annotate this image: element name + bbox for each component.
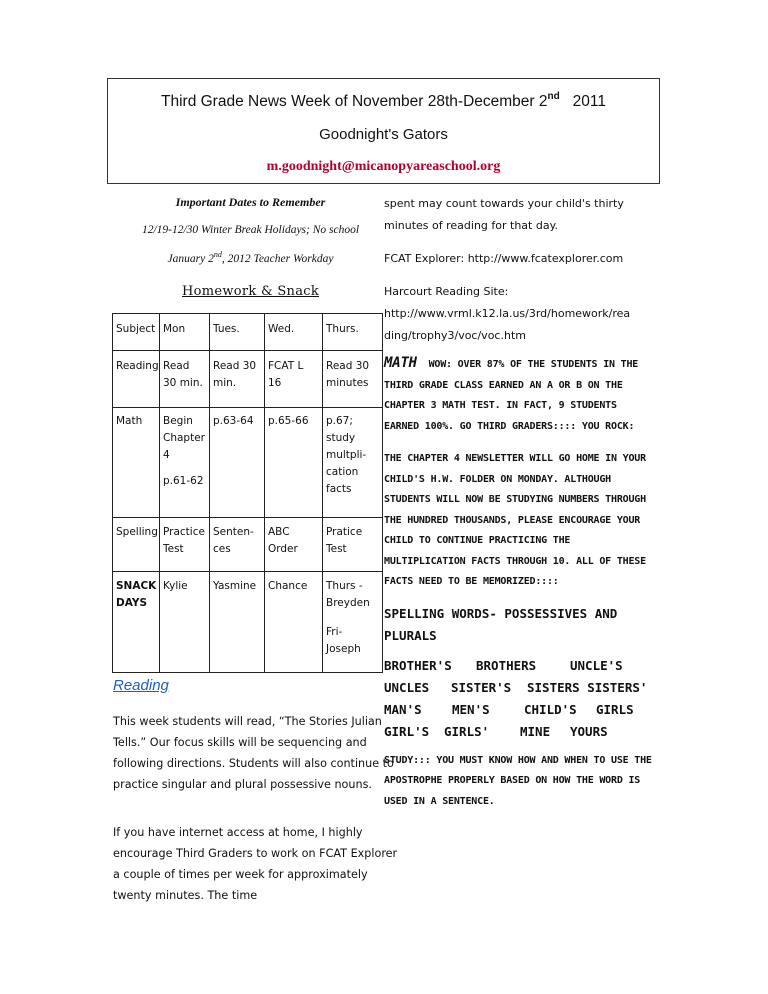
spelling-word: GIRL'S: [384, 723, 430, 739]
spelling-word: GIRLS': [444, 723, 490, 739]
table-cell: ABC Order: [265, 518, 323, 572]
table-cell: Reading: [113, 351, 160, 408]
table-cell-line: Begin Chapter 4: [163, 415, 205, 461]
math-section: [384, 353, 654, 437]
harcourt-site: [384, 281, 654, 347]
spelling-word: UNCLE'S: [570, 657, 623, 673]
spelling-word: MEN'S: [452, 701, 490, 717]
table-cell: p.63-64: [210, 408, 265, 518]
table-cell: Pratice Test: [323, 518, 383, 572]
newsletter-title: Third Grade News Week of November 28th-December 2nd 2011: [161, 91, 606, 110]
homework-snack-title: Homework & Snack: [181, 284, 320, 299]
table-header: Thurs.: [323, 314, 383, 351]
spelling-word: BROTHERS: [476, 657, 537, 673]
reading-heading: Reading: [113, 677, 169, 694]
spelling-word: MINE: [520, 723, 551, 739]
table-header: Tues.: [210, 314, 265, 351]
table-cell: Read 30 min.: [210, 351, 265, 408]
table-row: [113, 351, 383, 408]
reading-continued: spent may count towards your child's thirty minutes of reading for that day.: [384, 197, 624, 232]
table-row: [113, 314, 383, 351]
table-cell: SNACK DAYS: [113, 572, 160, 673]
table-cell: Kylie: [160, 572, 210, 673]
word-row: [384, 655, 654, 677]
homework-table: [112, 313, 383, 673]
fcat-paragraph: If you have internet access at home, I highly encourage Third Graders to work on FCAT Explorer a couple of times per week for approximately twenty minutes. The time: [113, 826, 398, 902]
spelling-heading: SPELLING WORDS- POSSESSIVES AND PLURALS: [384, 605, 618, 643]
table-cell-line: Thurs - Breyden: [326, 580, 370, 609]
table-cell: [323, 572, 383, 673]
teacher-email[interactable]: m.goodnight@micanopyareaschool.org: [266, 159, 501, 174]
table-header: Subject: [113, 314, 160, 351]
table-cell: Read 30 minutes: [323, 351, 383, 408]
class-name: Goodnight's Gators: [319, 126, 448, 143]
word-row: [384, 699, 654, 721]
chapter4-note: THE CHAPTER 4 NEWSLETTER WILL GO HOME IN YOUR CHILD'S H.W. FOLDER ON MONDAY. ALTHOUGH STUDENTS WILL NOW BE STUDYING NUMBERS THROUGH THE HUNDRED THOUSANDS, PLEASE ENCOURAGE YOUR CHILD TO CONTINUE PRACTICING THE MULTIPLICATION FACTS THROUGH 10. ALL OF THESE FACTS NEED TO BE MEMORIZED::::: [384, 453, 646, 587]
table-cell-line: p.61-62: [163, 475, 204, 487]
spelling-word: GIRLS: [596, 701, 634, 717]
spelling-word: SISTER'S: [451, 679, 512, 695]
table-row: [113, 408, 383, 518]
table-header: Wed.: [265, 314, 323, 351]
date-winter-break: 12/19-12/30 Winter Break Holidays; No school: [141, 224, 360, 236]
table-cell: Practice Test: [160, 518, 210, 572]
table-cell: FCAT L 16: [265, 351, 323, 408]
table-row: [113, 572, 383, 673]
table-header: Mon: [160, 314, 210, 351]
math-heading: MATH: [384, 355, 417, 371]
table-cell: Yasmine: [210, 572, 265, 673]
harcourt-label: Harcourt Reading Site:: [384, 285, 509, 298]
table-row: [113, 518, 383, 572]
right-column: [384, 193, 654, 812]
dates-title: Important Dates to Remember: [175, 195, 326, 209]
word-row: [384, 677, 654, 699]
word-row: [384, 721, 654, 743]
spelling-word: SISTERS SISTERS': [527, 679, 648, 695]
spelling-word: YOURS: [570, 723, 608, 739]
table-cell: [160, 408, 210, 518]
spelling-word-list: [384, 655, 654, 743]
date-teacher-workday: January 2nd, 2012 Teacher Workday: [167, 250, 334, 265]
spelling-word: UNCLES: [384, 679, 430, 695]
spelling-word: BROTHER'S: [384, 657, 452, 673]
table-cell: Read 30 min.: [160, 351, 210, 408]
header-box: [107, 78, 660, 184]
study-note: STUDY::: YOU MUST KNOW HOW AND WHEN TO USE THE APOSTROPHE PROPERLY BASED ON HOW THE WORD IS USED IN A SENTENCE.: [384, 754, 652, 807]
fcat-explorer-link[interactable]: FCAT Explorer: http://www.fcatexplorer.com: [384, 252, 624, 265]
harcourt-url[interactable]: http://www.vrml.k12.la.us/3rd/homework/rea ding/trophy3/voc/voc.htm: [384, 307, 631, 342]
spelling-word: CHILD'S: [524, 701, 577, 717]
table-cell: Senten-ces: [210, 518, 265, 572]
reading-paragraph: This week students will read, “The Stories Julian Tells.” Our focus skills will be sequencing and following directions. Students will also continue to practice singular and plural possessive nouns.: [113, 715, 394, 791]
spelling-word: MAN'S: [384, 701, 422, 717]
table-cell-line: Fri- Joseph: [326, 626, 361, 655]
table-cell: p.65-66: [265, 408, 323, 518]
table-cell: Math: [113, 408, 160, 518]
table-cell: Spelling: [113, 518, 160, 572]
math-text: WOW: OVER 87% OF THE STUDENTS IN THE THIRD GRADE CLASS EARNED AN A OR B ON THE CHAPTER 3 MATH TEST. IN FACT, 9 STUDENTS EARNED 100%. GO THIRD GRADERS:::: YOU ROCK:: [384, 359, 639, 432]
table-cell: Chance: [265, 572, 323, 673]
table-cell: p.67; study multpli-cation facts: [323, 408, 383, 518]
